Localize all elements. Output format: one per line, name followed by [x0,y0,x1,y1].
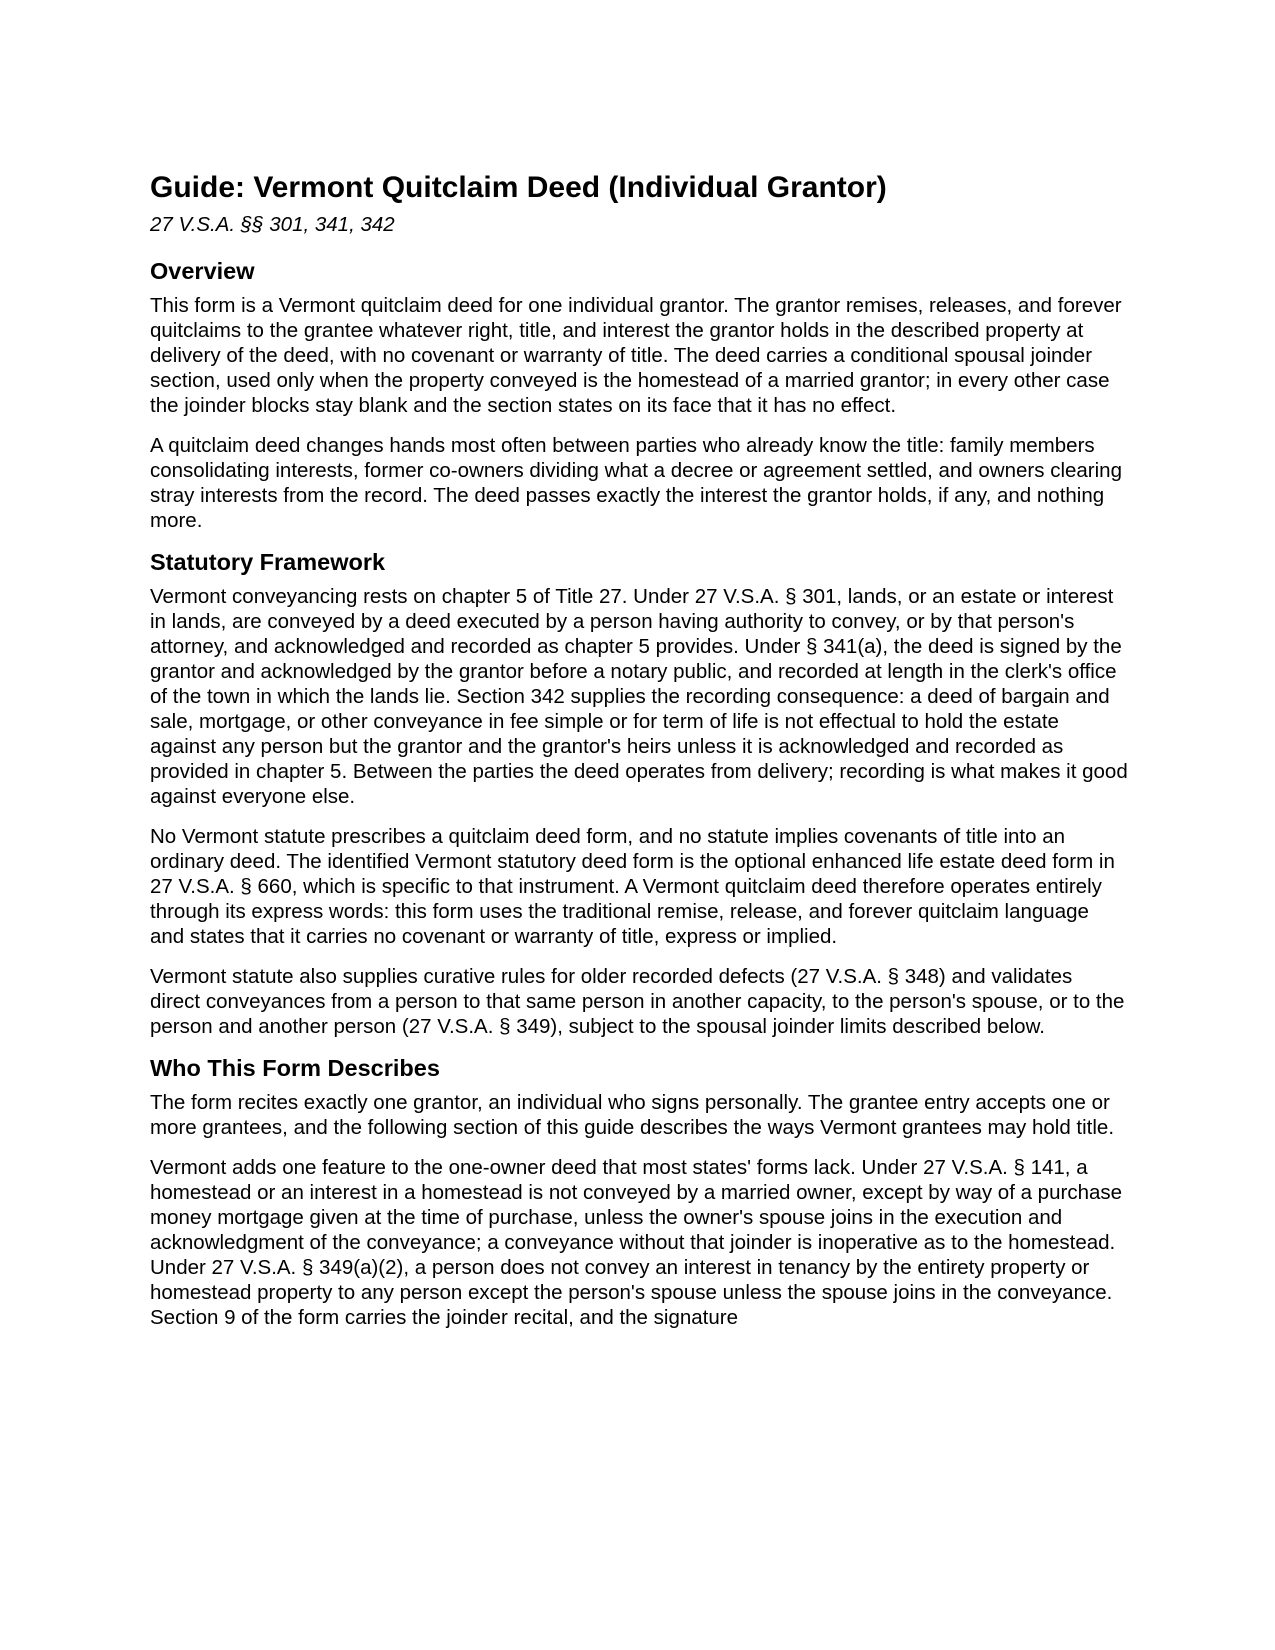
section-overview [150,257,1128,533]
section-statutory-framework [150,548,1128,1039]
paragraph: Vermont statute also supplies curative rules for older recorded defects (27 V.S.A. § 348) and validates direct conveyances from a person to that same person in another capacity, to the person's spouse, or to the person and another person (27 V.S.A. § 349), subject to the spousal joinder limits described below. [150,965,1125,1038]
document-page [150,170,1128,1345]
paragraph: This form is a Vermont quitclaim deed for one individual grantor. The grantor remises, releases, and forever quitclaims to the grantee whatever right, title, and interest the grantor holds in the described property at delivery of the deed, with no covenant or warranty of title. The deed carries a conditional spousal joinder section, used only when the property conveyed is the homestead of a married grantor; in every other case the joinder blocks stay blank and the section states on its face that it has no effect. [150,294,1122,417]
section-heading: Statutory Framework [150,549,386,575]
paragraph: Vermont conveyancing rests on chapter 5 of Title 27. Under 27 V.S.A. § 301, lands, or an estate or interest in lands, are conveyed by a deed executed by a person having authority to convey, or by that person's attorney, and acknowledged and recorded as chapter 5 provides. Under § 341(a), the deed is signed by the grantor and acknowledged by the grantor before a notary public, and recorded at length in the clerk's office of the town in which the lands lie. Section 342 supplies the recording consequence: a deed of bargain and sale, mortgage, or other conveyance in fee simple or for term of life is not effectual to hold the estate against any person but the grantor and the grantor's heirs unless it is acknowledged and recorded as provided in chapter 5. Between the parties the deed operates from delivery; recording is what makes it good against everyone else. [150,585,1128,808]
section-who-this-form-describes [150,1054,1128,1330]
statute-citation: 27 V.S.A. §§ 301, 341, 342 [150,213,395,236]
paragraph: No Vermont statute prescribes a quitclaim deed form, and no statute implies covenants of title into an ordinary deed. The identified Vermont statutory deed form is the optional enhanced life estate deed form in 27 V.S.A. § 660, which is specific to that instrument. A Vermont quitclaim deed therefore operates entirely through its express words: this form uses the traditional remise, release, and forever quitclaim language and states that it carries no covenant or warranty of title, express or implied. [150,825,1115,948]
section-heading: Overview [150,258,255,284]
paragraph: Vermont adds one feature to the one-owner deed that most states' forms lack. Under 27 V.S.A. § 141, a homestead or an interest in a homestead is not conveyed by a married owner, except by way of a purchase money mortgage given at the time of purchase, unless the owner's spouse joins in the execution and acknowledgment of the conveyance; a conveyance without that joinder is inoperative as to the homestead. Under 27 V.S.A. § 349(a)(2), a person does not convey an interest in tenancy by the entirety property or homestead property to any person except the person's spouse unless the spouse joins in the conveyance. Section 9 of the form carries the joinder recital, and the signature [150,1156,1123,1329]
section-heading: Who This Form Describes [150,1055,440,1081]
document-title: Guide: Vermont Quitclaim Deed (Individual Grantor) [150,171,887,204]
paragraph: The form recites exactly one grantor, an individual who signs personally. The grantee entry accepts one or more grantees, and the following section of this guide describes the ways Vermont grantees may hold title. [150,1091,1115,1139]
paragraph: A quitclaim deed changes hands most often between parties who already know the title: family members consolidating interests, former co-owners dividing what a decree or agreement settled, and owners clearing stray interests from the record. The deed passes exactly the interest the grantor holds, if any, and nothing more. [150,434,1122,532]
